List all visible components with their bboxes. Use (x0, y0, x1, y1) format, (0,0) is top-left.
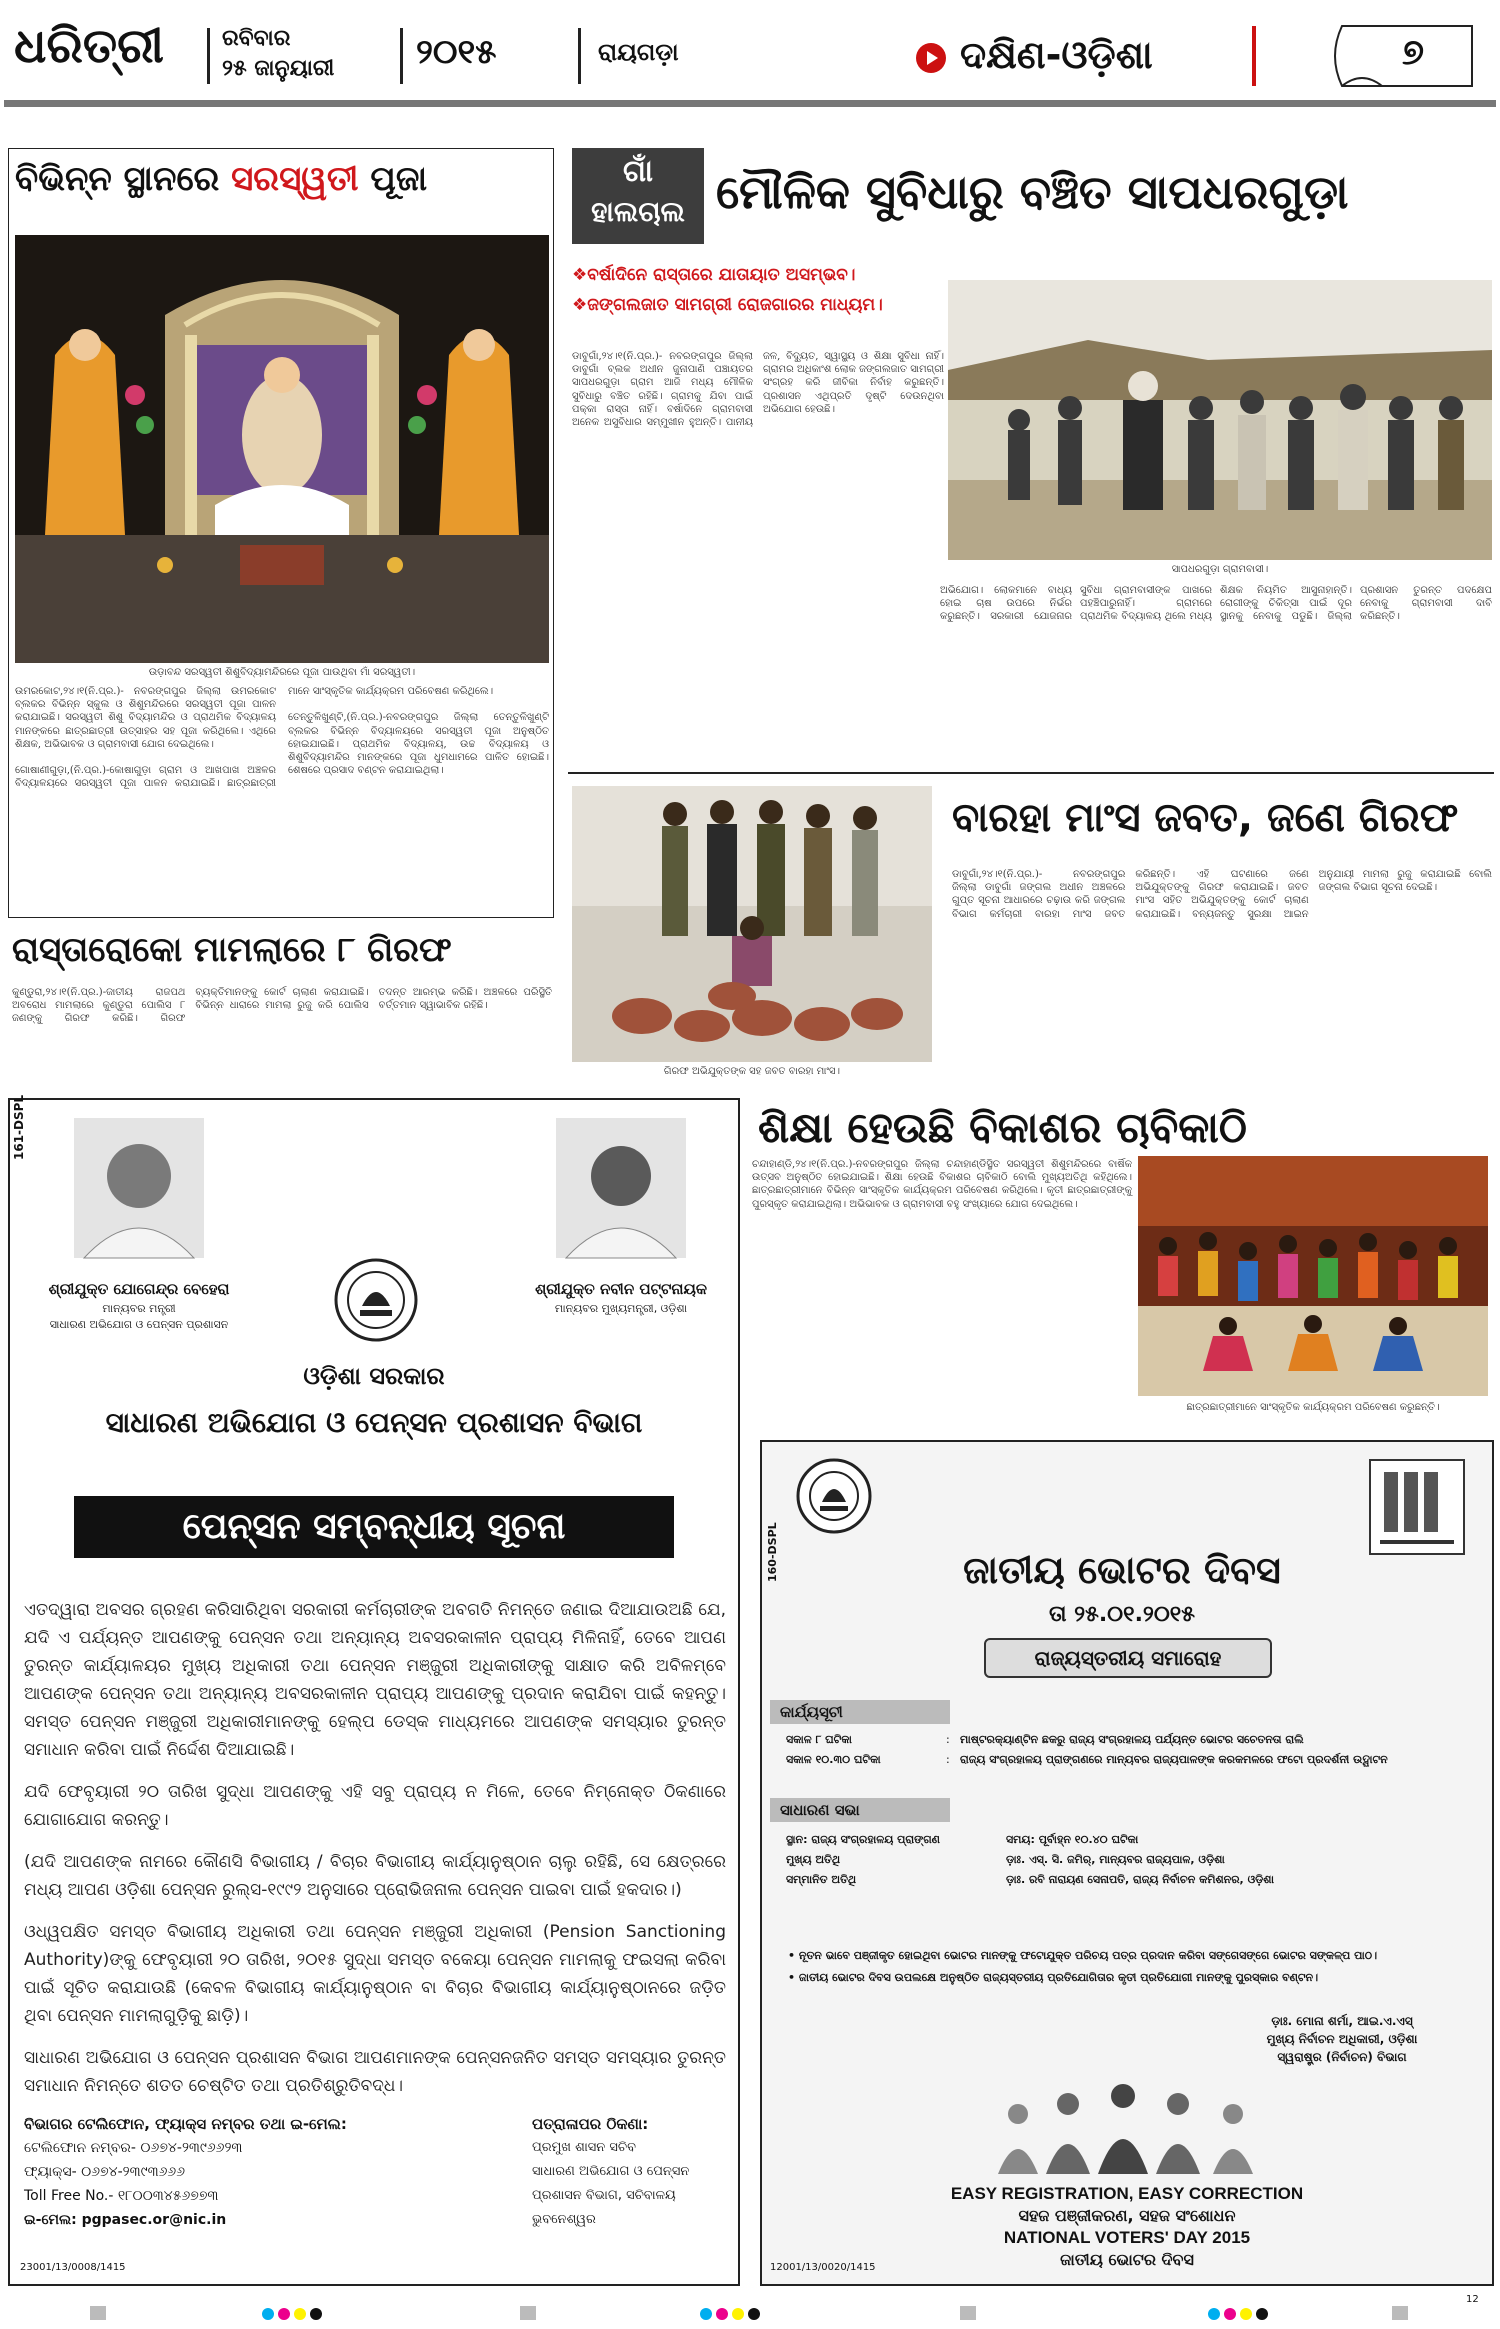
rasta-body: କୁଣ୍ଡୁରା,୨୪।୧(ନି.ପ୍ର.)-ଜାତୀୟ ରାଜପଥ ଅବରୋଧ ମାମଲାରେ କୁଣ୍ଡୁରା ପୋଲିସ ୮ ଜଣଙ୍କୁ ଗିରଫ କରିଛି। ଗିରଫ ବ୍ୟକ୍ତିମାନଙ୍କୁ କୋର୍ଟ ଚାଲାଣ କରାଯାଇଛି। ବିଭିନ୍ନ ଧାରାରେ ମାମଲା ରୁଜୁ କରି ପୋଲିସ ତଦନ୍ତ ଆରମ୍ଭ କରିଛି। ଅଞ୍ଚଳରେ ପରିସ୍ଥିତି ବର୍ତ୍ତମାନ ସ୍ୱାଭାବିକ ରହିଛି। (12, 987, 556, 1025)
section-rule (568, 772, 1494, 774)
cyan-dot (1208, 2308, 1220, 2320)
pension-para-3: (ଯଦି ଆପଣଙ୍କ ନାମରେ କୌଣସି ବିଭାଗୀୟ / ବିଚାର ବିଭାଗୀୟ କାର୍ଯ୍ୟାନୁଷ୍ଠାନ ଚାଲୁ ରହିଛି, ସେ କ୍ଷେତ୍ରରେ ମଧ୍ୟ ଆପଣ ଓଡ଼ିଶା ପେନ୍ସନ ରୁଲ୍ସ-୧୯୯୨ ଅନୁସାରେ ପ୍ରୋଭିଜନାଲ ପେନ୍ସନ ପାଇବା ପାଇଁ ହକଦାର।) (24, 1852, 726, 1900)
gaon-tag-line2: ହାଲଚାଲ (591, 195, 685, 228)
pension-banner (74, 1496, 674, 1558)
contact-phone: ଟେଲିଫୋନ ନମ୍ବର- ୦୬୭୪-୨୩୯୬୬୨୩ (24, 2140, 243, 2156)
slogan-or: ସହଜ ପଞ୍ଜୀକରଣ, ସହଜ ସଂଶୋଧନ (1018, 2206, 1236, 2225)
headline-prefix: ବିଭିନ୍ନ ସ୍ଥାନରେ (15, 159, 232, 199)
saraswati-headline[interactable] (15, 157, 549, 201)
headline-highlight: ସରସ୍ୱତୀ (231, 159, 359, 199)
minister-role-2: ସାଧାରଣ ଅଭିଯୋଗ ଓ ପେନ୍ସନ ପ୍ରଶାସନ (49, 1318, 229, 1331)
headline-suffix: ପୂଜା (358, 159, 428, 199)
minister-role-1: ମାନ୍ୟବର ମନ୍ତ୍ରୀ (102, 1302, 176, 1315)
footer (0, 2296, 1500, 2329)
gray-mark (90, 2306, 106, 2320)
pension-ad (8, 1094, 740, 2286)
play-icon (916, 43, 946, 73)
gaon-bullet-2: ❖ଜଙ୍ଗଲଜାତ ସାମଗ୍ରୀ ରୋଜଗାରର ମାଧ୍ୟମ। (572, 295, 883, 315)
meeting-value: ଡ଼ାଃ. ଏସ୍. ସି. ଜମିର୍, ମାନ୍ୟବର ରାଜ୍ୟପାଳ, ଓଡ଼ିଶା (1006, 1853, 1225, 1866)
masthead-day: ରବିବାର (222, 26, 291, 51)
gaon-story (568, 148, 1494, 768)
voters-ad-code: 160-DSPL (766, 1522, 779, 1582)
masthead-year: ୨୦୧୫ (416, 32, 497, 72)
meeting-label: ସ୍ଥାନ: ରାଜ୍ୟ ସଂଗ୍ରହାଳୟ ପ୍ରାଙ୍ଗଣ (786, 1833, 940, 1846)
shiksha-headline[interactable]: ଶିକ୍ଷା ହେଉଛି ବିକାଶର ଚାବିକାଠି (758, 1103, 1247, 1152)
meeting-row (782, 1870, 1482, 1890)
cm-name: ଶ୍ରୀଯୁକ୍ତ ନବୀନ ପଟ୍ଟନାୟକ (535, 1280, 707, 1298)
saraswati-story (8, 148, 554, 918)
baraha-photo[interactable] (572, 786, 932, 1062)
contact-tollfree: Toll Free No.- ୧୮୦୦୩୪୫୬୭୭୩ (24, 2188, 219, 2204)
gaon-caption: ସାପଧରଗୁଡ଼ା ଗ୍ରାମବାସୀ। (1171, 564, 1269, 575)
address-line: ପ୍ରଶାସନ ବିଭାଗ, ସଚିବାଳୟ (532, 2188, 676, 2203)
meeting-row (782, 1850, 1482, 1870)
magenta-dot (278, 2308, 290, 2320)
shiksha-caption: ଛାତ୍ରଛାତ୍ରୀମାନେ ସାଂସ୍କୃତିକ କାର୍ଯ୍ୟକ୍ରମ ପରିବେଷଣ କରୁଛନ୍ତି। (1186, 1402, 1440, 1413)
rasta-headline[interactable]: ରାସ୍ତାରୋକୋ ମାମଲାରେ ୮ ଗିରଫ (12, 930, 452, 970)
black-dot (310, 2308, 322, 2320)
meeting-value: ଡ଼ାଃ. ରବି ନାରାୟଣ ସେନାପତି, ରାଜ୍ୟ ନିର୍ବାଚନ କମିଶନର, ଓଡ଼ିଶା (1006, 1873, 1274, 1886)
cyan-dot (700, 2308, 712, 2320)
black-dot (748, 2308, 760, 2320)
gray-mark (960, 2306, 976, 2320)
yellow-dot (294, 2308, 306, 2320)
sign-line: ସ୍ୱରାଷ୍ଟ୍ର (ନିର୍ବାଚନ) ବିଭାଗ (1277, 2050, 1407, 2064)
section-title: ଦକ୍ଷିଣ-ଓଡ଼ିଶା (960, 33, 1153, 77)
schedule-time: ସକାଳ ୮ ଘଟିକା (786, 1733, 852, 1746)
section-divider (1252, 26, 1256, 86)
address-block (532, 2112, 732, 2232)
pension-banner-text: ପେନ୍ସନ ସମ୍ବନ୍ଧୀୟ ସୂଚନା (182, 1506, 566, 1547)
masthead (0, 0, 1500, 112)
cm-photo (556, 1118, 686, 1258)
paper-logo[interactable]: ଧରିତ୍ରୀ (14, 18, 164, 74)
bullet-text: ଜାତୀୟ ଭୋଟର ଦିବସ ଉପଲକ୍ଷେ ଅନୁଷ୍ଠିତ ରାଜ୍ୟସ୍ତରୀୟ ପ୍ରତିଯୋଗିତାର କୃତୀ ପ୍ରତିଯୋଗୀ ମାନଙ୍କୁ ପୁରସ୍କାର ବଣ୍ଟନ। (798, 1971, 1319, 1984)
cm-role: ମାନ୍ୟବର ମୁଖ୍ୟମନ୍ତ୍ରୀ, ଓଡ଼ିଶା (554, 1302, 688, 1315)
gaon-body-2: ଅଭିଯୋଗ। ଲୋକମାନେ ବାଧ୍ୟ ହୋଇ ଚାଷ ଉପରେ ନିର୍ଭର କରୁଛନ୍ତି। ସରକାରୀ ଯୋଜନାର ସୁବିଧା ଗ୍ରାମବାସୀଙ୍କ ପାଖରେ ପହଞ୍ଚିପାରୁନାହିଁ। ଗ୍ରାମରେ ପ୍ରାଥମିକ ବିଦ୍ୟାଳୟ ଥିଲେ ମଧ୍ୟ ଶିକ୍ଷକ ନିୟମିତ ଆସୁନାହାନ୍ତି। ରୋଗୀଙ୍କୁ ଚିକିତ୍ସା ପାଇଁ ଦୂର ସ୍ଥାନକୁ ନେବାକୁ ପଡୁଛି। ଜିଲ୍ଲା ପ୍ରଶାସନ ତୁରନ୍ତ ପଦକ୍ଷେପ ନେବାକୁ ଗ୍ରାମବାସୀ ଦାବି କରିଛନ୍ତି। (940, 585, 1496, 623)
cultural-program-image (1138, 1156, 1488, 1396)
contact-email[interactable]: ଇ-ମେଲ: pgpasec.or@nic.in (24, 2212, 227, 2228)
schedule-time: ସକାଳ ୧୦.୩୦ ଘଟିକା (786, 1753, 881, 1766)
voters-title: ଜାତୀୟ ଭୋଟର ଦିବସ (963, 1548, 1281, 1592)
pension-ad-code: 161-DSPL (12, 1094, 26, 1160)
masthead-divider (578, 28, 581, 84)
voters-ref: 12001/13/0020/1415 (770, 2262, 876, 2273)
sign-line: ଡ଼ାଃ. ମୋନା ଶର୍ମା, ଆଇ.ଏ.ଏସ୍ (1271, 2014, 1413, 2028)
schedule-row (782, 1750, 1482, 1770)
meeting-heading: ସାଧାରଣ ସଭା (770, 1798, 950, 1822)
magenta-dot (716, 2308, 728, 2320)
schedule-row (782, 1730, 1482, 1750)
saraswati-photo[interactable] (15, 235, 549, 663)
odisha-emblem-icon (794, 1456, 874, 1536)
pension-para-5: ସାଧାରଣ ଅଭିଯୋଗ ଓ ପେନ୍ସନ ପ୍ରଶାସନ ବିଭାଗ ଆପଣମାନଙ୍କ ପେନ୍ସନଜନିତ ସମସ୍ତ ସମସ୍ୟାର ତୁରନ୍ତ ସମାଧାନ ନିମନ୍ତେ ଶତତ ଚେଷ୍ଟିତ ତଥା ପ୍ରତିଶ୍ରୁତିବଦ୍ଧ। (24, 2048, 726, 2096)
portrait-icon (74, 1118, 204, 1258)
voters-day-ad (760, 1440, 1494, 2286)
pension-para-1: ଏତଦ୍ୱାରା ଅବସର ଗ୍ରହଣ କରିସାରିଥିବା ସରକାରୀ କର୍ମଚାରୀଙ୍କ ଅବଗତି ନିମନ୍ତେ ଜଣାଇ ଦିଆଯାଉଅଛି ଯେ, ଯଦି ଏ ପର୍ଯ୍ୟନ୍ତ ଆପଣଙ୍କୁ ପେନ୍ସନ ତଥା ଅନ୍ୟାନ୍ୟ ଅବସରକାଳୀନ ପ୍ରାପ୍ୟ ମିଳିନାହିଁ, ତେବେ ଆପଣ ତୁରନ୍ତ କାର୍ଯ୍ୟାଳୟର ମୁଖ୍ୟ ଅଧିକାରୀ ତଥା ପେନ୍ସନ ମଞ୍ଜୁରୀ ଅଧିକାରୀଙ୍କୁ ସାକ୍ଷାତ କରି ଅବିଳମ୍ବେ ଆପଣଙ୍କ ପେନ୍ସନ ତଥା ଅନ୍ୟାନ୍ୟ ଅବସରକାଳୀନ ପ୍ରାପ୍ୟ ଆପଣଙ୍କୁ ପ୍ରଦାନ କରାଯିବା ପାଇଁ କହନ୍ତୁ। ସମସ୍ତ ପେନ୍ସନ ମଞ୍ଜୁରୀ ଅଧିକାରୀମାନଙ୍କୁ ହେଲ୍ପ ଡେସ୍କ ମାଧ୍ୟମରେ ଆପଣଙ୍କ ସମସ୍ୟାର ତୁରନ୍ତ ସମାଧାନ କରିବା ପାଇଁ ନିର୍ଦ୍ଦେଶ ଦିଆଯାଇଛି। (24, 1600, 727, 1760)
gaon-body-1: ଡାବୁଗାଁ,୨୪।୧(ନି.ପ୍ର.)- ନବରଙ୍ଗପୁର ଜିଲ୍ଲା ଡାବୁଗାଁ ବ୍ଲକ ଅଧୀନ ଜୁନାପାଣି ପଞ୍ଚାୟତର ସାପଧରଗୁଡ଼ା ଗ୍ରାମ ଆଜି ମଧ୍ୟ ମୌଳିକ ସୁବିଧାରୁ ବଞ୍ଚିତ ରହିଛି। ଗ୍ରାମକୁ ଯିବା ପାଇଁ ପକ୍କା ରାସ୍ତା ନାହିଁ। ବର୍ଷାଦିନେ ଗ୍ରାମବାସୀ ଅନେକ ଅସୁବିଧାର ସମ୍ମୁଖୀନ ହୁଅନ୍ତି। ପାନୀୟ ଜଳ, ବିଦ୍ୟୁତ, ସ୍ୱାସ୍ଥ୍ୟ ଓ ଶିକ୍ଷା ସୁବିଧା ନାହିଁ। ଗ୍ରାମର ଅଧିକାଂଶ ଲୋକ ଜଙ୍ଗଲଜାତ ସାମଗ୍ରୀ ସଂଗ୍ରହ କରି ଜୀବିକା ନିର୍ବାହ କରୁଛନ୍ତି। ପ୍ରଶାସନ ଏଥିପ୍ରତି ଦୃଷ୍ଟି ଦେଉନଥିବା ଅଭିଯୋଗ ହେଉଛି। (572, 351, 948, 429)
masthead-city: ରାୟଗଡ଼ା (598, 38, 679, 66)
schedule-desc: ମାଷ୍ଟରକ୍ୟାଣ୍ଟିନ ଛକରୁ ରାଜ୍ୟ ସଂଗ୍ରହାଳୟ ପର୍ଯ୍ୟନ୍ତ ଭୋଟର ସଚେତନତା ରାଲି (960, 1733, 1304, 1746)
address-line: ପ୍ରମୁଖ ଶାସନ ସଚିବ (532, 2140, 636, 2155)
contact-fax: ଫ୍ୟାକ୍ସ- ୦୬୭୪-୨୩୯୩୬୬୬ (24, 2164, 185, 2180)
pension-para-4: ଓଧ୍ୱପକ୍ଷିତ ସମସ୍ତ ବିଭାଗୀୟ ଅଧିକାରୀ ତଥା ପେନ୍ସନ ମଞ୍ଜୁରୀ ଅଧିକାରୀ (Pension Sanctioning Authority)ଙ୍କୁ ଫେବୃୟାରୀ ୨୦ ତାରିଖ, ୨୦୧୫ ସୁଦ୍ଧା ସମସ୍ତ ବକେୟା ପେନ୍ସନ ମାମଲାକୁ ଫଇସଲା କରିବା ପାଇଁ ସୂଚିତ କରାଯାଉଛି (କେବଳ ବିଭାଗୀୟ କାର୍ଯ୍ୟାନୁଷ୍ଠାନ ବା ବିଚାର ବିଭାଗୀୟ କାର୍ଯ୍ୟାନୁଷ୍ଠାନରେ ଜଡ଼ିତ ଥିବା ପେନ୍ସନ ମାମଲାଗୁଡ଼ିକୁ ଛାଡ଼ି)। (24, 1922, 726, 2026)
sign-line: ମୁଖ୍ୟ ନିର୍ବାଚନ ଅଧିକାରୀ, ଓଡ଼ିଶା (1266, 2032, 1418, 2046)
baraha-headline[interactable]: ବାରହା ମାଂସ ଜବତ, ଜଣେ ଗିରଫ (952, 795, 1459, 841)
masthead-divider (400, 28, 403, 84)
contact-heading: ବିଭାଗର ଟେଲିଫୋନ, ଫ୍ୟାକ୍ସ ନମ୍ବର ତଥା ଇ-ମେଲ: (24, 2115, 347, 2133)
address-heading: ପତ୍ରାଳାପର ଠିକଣା: (532, 2115, 649, 2133)
contact-block (24, 2112, 384, 2232)
dept-title: ସାଧାରଣ ଅଭିଯୋଗ ଓ ପେନ୍ସନ ପ୍ରଶାସନ ବିଭାଗ (105, 1406, 643, 1439)
gaon-bullets (572, 260, 936, 320)
minister-name: ଶ୍ରୀଯୁକ୍ତ ଯୋଗେନ୍ଦ୍ର ବେହେରା (48, 1280, 230, 1298)
magenta-dot (1224, 2308, 1236, 2320)
baraha-caption: ଗିରଫ ଅଭିଯୁକ୍ତଙ୍କ ସହ ଜବତ ବାରହା ମାଂସ। (663, 1066, 841, 1077)
minister-photo (74, 1118, 204, 1258)
gray-mark (520, 2306, 536, 2320)
voters-bullet-1: • ନୂତନ ଭାବେ ପଞ୍ଜୀକୃତ ହୋଇଥିବା ଭୋଟର ମାନଙ୍କୁ ଫଟୋଯୁକ୍ତ ପରିଚୟ ପତ୍ର ପ୍ରଦାନ କରିବା ସଙ୍ଗେସଙ୍ଗେ ଭୋଟର ସଙ୍କଳ୍ପ ପାଠ। (788, 1949, 1378, 1962)
colon: : (946, 1733, 950, 1746)
pension-para-2: ଯଦି ଫେବୃୟାରୀ ୨୦ ତାରିଖ ସୁଦ୍ଧା ଆପଣଙ୍କୁ ଏହି ସବୁ ପ୍ରାପ୍ୟ ନ ମିଳେ, ତେବେ ନିମ୍ନୋକ୍ତ ଠିକଣାରେ ଯୋଗାଯୋଗ କରନ୍ତୁ। (24, 1782, 726, 1830)
bullet-text: ନୂତନ ଭାବେ ପଞ୍ଜୀକୃତ ହୋଇଥିବା ଭୋଟର ମାନଙ୍କୁ ଫଟୋଯୁକ୍ତ ପରିଚୟ ପତ୍ର ପ୍ରଦାନ କରିବା ସଙ୍ଗେସଙ୍ଗେ ଭୋଟର ସଙ୍କଳ୍ପ ପାଠ। (798, 1949, 1378, 1962)
voters-event: ରାଜ୍ୟସ୍ତରୀୟ ସମାରୋହ (1034, 1646, 1222, 1670)
gaon-tag (572, 148, 704, 244)
meeting-row (782, 1830, 1482, 1850)
meeting-label: ମୁଖ୍ୟ ଅତିଥି (786, 1853, 841, 1866)
pension-body (24, 1596, 726, 2114)
goddess-stage-image (15, 235, 549, 663)
gaon-bullet-1: ❖ବର୍ଷାଦିନେ ରାସ୍ତାରେ ଯାତାୟାତ ଅସମ୍ଭବ। (572, 265, 856, 285)
voters-bullet-2: • ଜାତୀୟ ଭୋଟର ଦିବସ ଉପଲକ୍ଷେ ଅନୁଷ୍ଠିତ ରାଜ୍ୟସ୍ତରୀୟ ପ୍ରତିଯୋଗିତାର କୃତୀ ପ୍ରତିଯୋଗୀ ମାନଙ୍କୁ ପୁରସ୍କାର ବଣ୍ଟନ। (788, 1971, 1319, 1984)
slogan-en: EASY REGISTRATION, EASY CORRECTION (950, 2184, 1304, 2203)
seized-meat-image (572, 786, 932, 1062)
colon: : (946, 1753, 950, 1766)
portrait-icon (556, 1118, 686, 1258)
shiksha-body: ଚନ୍ଦାହାଣ୍ଡି,୨୪।୧(ନି.ପ୍ର.)-ନବରଙ୍ଗପୁର ଜିଲ୍ଲା ଚନ୍ଦାହାଣ୍ଡିସ୍ଥିତ ସରସ୍ୱତୀ ଶିଶୁମନ୍ଦିରରେ ବାର୍ଷିକ ଉତ୍ସବ ଅନୁଷ୍ଠିତ ହୋଇଯାଇଛି। ଶିକ୍ଷା ହେଉଛି ବିକାଶର ଚାବିକାଠି ବୋଲି ମୁଖ୍ୟଅତିଥି କହିଥିଲେ। ଛାତ୍ରଛାତ୍ରୀମାନେ ବିଭିନ୍ନ ସାଂସ୍କୃତିକ କାର୍ଯ୍ୟକ୍ରମ ପରିବେଷଣ କରିଥିଲେ। କୃତୀ ଛାତ୍ରଛାତ୍ରୀଙ୍କୁ ପୁରସ୍କୃତ କରାଯାଇଥିଲା। ଅଭିଭାବକ ଓ ଗ୍ରାମବାସୀ ବହୁ ସଂଖ୍ୟାରେ ଯୋଗ ଦେଇଥିଲେ। (752, 1159, 1136, 1210)
bullet-text: ବର୍ଷାଦିନେ ରାସ୍ତାରେ ଯାତାୟାତ ଅସମ୍ଭବ। (587, 265, 856, 285)
page-number-tab (1322, 20, 1480, 92)
schedule-desc: ରାଜ୍ୟ ସଂଗ୍ରହାଳୟ ପ୍ରାଙ୍ଗଣରେ ମାନ୍ୟବର ରାଜ୍ୟପାଳଙ୍କ କରକମଳରେ ଫଟୋ ପ୍ରଦର୍ଶନୀ ଉଦ୍ଘାଟନ (960, 1753, 1388, 1766)
masthead-rule (4, 100, 1496, 107)
schedule-table (782, 1730, 1482, 1770)
saraswati-caption: ଉଡ଼ାବନ୍ଦ ସରସ୍ୱତୀ ଶିଶୁବିଦ୍ୟାମନ୍ଦିରରେ ପୂଜା ପାଉଥିବା ମାଁ ସରସ୍ୱତୀ। (148, 667, 416, 678)
masthead-date: ୨୫ ଜାନୁୟାରୀ (222, 56, 335, 81)
meeting-label: ସମ୍ମାନିତ ଅତିଥି (786, 1873, 857, 1886)
saraswati-body: ଉମରକୋଟ,୨୪।୧(ନି.ପ୍ର.)- ନବରଙ୍ଗପୁର ଜିଲ୍ଲା ଉମରକୋଟ ବ୍ଲକର ବିଭିନ୍ନ ସ୍କୁଲ ଓ ଶିଶୁମନ୍ଦିରରେ ସରସ୍ୱତୀ ପୂଜା ପାଳନ କରାଯାଇଛି। ସରସ୍ୱତୀ ଶିଶୁ ବିଦ୍ୟାମନ୍ଦିର ଓ ପ୍ରାଥମିକ ବିଦ୍ୟାଳୟ ମାନଙ୍କରେ ଛାତ୍ରଛାତ୍ରୀ ଉତ୍ସାହର ସହ ପୂଜା କରିଥିଲେ। ଏଥିରେ ଶିକ୍ଷକ, ଅଭିଭାବକ ଓ ଗ୍ରାମବାସୀ ଯୋଗ ଦେଇଥିଲେ। ଗୋଷାଣୀଗୁଡ଼ା,(ନି.ପ୍ର.)-କୋଷାଗୁଡ଼ା ଗ୍ରାମ ଓ ଆଖପାଖ ଅଞ୍ଚଳର ବିଦ୍ୟାଳୟରେ ସରସ୍ୱତୀ ପୂଜା ପାଳନ କରାଯାଇଛି। ଛାତ୍ରଛାତ୍ରୀ ମାନେ ସାଂସ୍କୃତିକ କାର୍ଯ୍ୟକ୍ରମ ପରିବେଷଣ କରିଥିଲେ। ତେନ୍ତୁଳିଖୁଣ୍ଟି,(ନି.ପ୍ର.)-ନବରଙ୍ଗପୁର ଜିଲ୍ଲା ତେନ୍ତୁଳିଖୁଣ୍ଟି ବ୍ଲକର ବିଭିନ୍ନ ବିଦ୍ୟାଳୟରେ ସରସ୍ୱତୀ ପୂଜା ଅନୁଷ୍ଠିତ ହୋଇଯାଇଛି। ପ୍ରାଥମିକ ବିଦ୍ୟାଳୟ, ଉଚ୍ଚ ବିଦ୍ୟାଳୟ ଓ ଶିଶୁବିଦ୍ୟାମନ୍ଦିର ମାନଙ୍କରେ ପୂଜା ଧୁମଧାମରେ ପାଳିତ ହୋଇଛି। ଶେଷରେ ପ୍ରସାଦ ବଣ୍ଟନ କରାଯାଇଥିଲା। (15, 686, 549, 790)
baraha-story (568, 780, 1494, 1090)
voters-date: ତା ୨୫.୦୧.୨୦୧୫ (1048, 1602, 1195, 1627)
baraha-body: ଡାବୁଗାଁ,୨୪।୧(ନି.ପ୍ର.)- ନବରଙ୍ଗପୁର ଜିଲ୍ଲା ଡାବୁଗାଁ ଜଙ୍ଗଲ ଅଧୀନ ଅଞ୍ଚଳରେ ଗୁପ୍ତ ସୂଚନା ଆଧାରରେ ଚଢ଼ାଉ କରି ଜଙ୍ଗଲ ବିଭାଗ କର୍ମଚାରୀ ବାରହା ମାଂସ ଜବତ କରିଛନ୍ତି। ଏହି ଘଟଣାରେ ଜଣେ ଅଭିଯୁକ୍ତଙ୍କୁ ଗିରଫ କରାଯାଇଛି। ଜବତ ମାଂସ ସହିତ ଅଭିଯୁକ୍ତଙ୍କୁ କୋର୍ଟ ଚାଲାଣ କରାଯାଇଛି। ବନ୍ୟଜନ୍ତୁ ସୁରକ୍ଷା ଆଇନ ଅନୁଯାୟୀ ମାମଲା ରୁଜୁ କରାଯାଇଛି ବୋଲି ଜଙ୍ଗଲ ବିଭାଗ ସୂଚନା ଦେଇଛି। (952, 869, 1496, 920)
masthead-divider (207, 28, 210, 84)
govt-title: ଓଡ଼ିଶା ସରକାର (303, 1362, 445, 1390)
odisha-emblem-icon (332, 1256, 420, 1344)
address-line: ଭୁବନେଶ୍ୱର (532, 2212, 596, 2227)
meeting-value: ସମୟ: ପୂର୍ବାହ୍ନ ୧୦.୪୦ ଘଟିକା (1006, 1833, 1139, 1846)
cyan-dot (262, 2308, 274, 2320)
yellow-dot (732, 2308, 744, 2320)
eci-logo-icon (1362, 1452, 1472, 1562)
bullet-text: ଜଙ୍ଗଲଜାତ ସାମଗ୍ରୀ ରୋଜଗାରର ମାଧ୍ୟମ। (587, 295, 883, 315)
shiksha-story (748, 1098, 1494, 1428)
gaon-tag-line1: ଗାଁ (623, 154, 653, 189)
nvd-or: ଜାତୀୟ ଭୋଟର ଦିବସ (1060, 2250, 1194, 2269)
registration-marks (0, 2306, 1500, 2322)
black-dot (1256, 2308, 1268, 2320)
meeting-table (782, 1830, 1482, 1890)
rasta-story (8, 924, 554, 1094)
page-curl-icon (1322, 20, 1480, 92)
page-number: ୭ (1402, 32, 1425, 73)
address-line: ସାଧାରଣ ଅଭିଯୋଗ ଓ ପେନ୍ସନ (532, 2164, 690, 2179)
folio: 12 (1466, 2294, 1479, 2305)
villagers-image (948, 280, 1492, 560)
nvd-en: NATIONAL VOTERS' DAY 2015 (1003, 2228, 1251, 2247)
pension-ref: 23001/13/0008/1415 (20, 2262, 126, 2273)
shiksha-photo[interactable] (1138, 1156, 1488, 1396)
signature-block (1202, 2012, 1482, 2066)
gray-mark (1392, 2306, 1408, 2320)
yellow-dot (1240, 2308, 1252, 2320)
voters-crowd-icon (978, 2074, 1278, 2184)
voters-event-box (984, 1638, 1272, 1678)
schedule-heading: କାର୍ଯ୍ୟସୂଚୀ (770, 1700, 950, 1724)
voters-illustration (978, 2074, 1278, 2184)
gaon-headline[interactable]: ମୌଳିକ ସୁବିଧାରୁ ବଞ୍ଚିତ ସାପଧରଗୁଡ଼ା (716, 165, 1349, 219)
gaon-photo[interactable] (948, 280, 1492, 560)
